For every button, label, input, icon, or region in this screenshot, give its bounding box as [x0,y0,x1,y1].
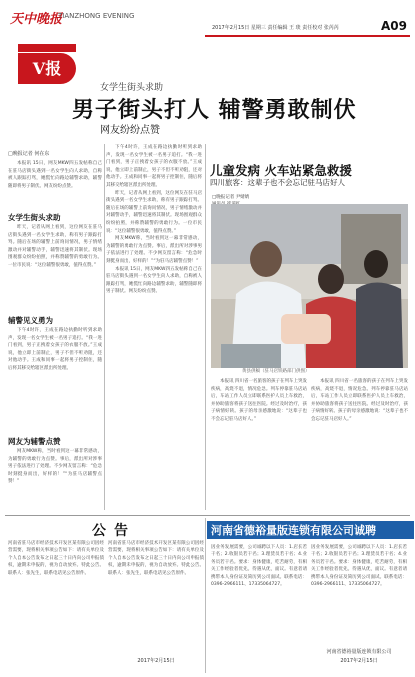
page-number: A09 [381,19,407,33]
right-subhead: 四川旅客：这辈子也不会忘记驻马店好人 [210,178,345,187]
recruit-date: 2017年2月15日 [340,658,378,664]
right-column-2: 本报讯 四川省一名旅客的孩子在列车上突发疾病，高烧不退，情况危急。列车停靠驻马店站后，车站工作人员立即联系医护人员上车救治，并协助旅客将孩子送往医院。经过及时治疗，孩子病情好转。孩子的母亲感激地说：“这辈子也不会忘记驻马店好人。” [311,379,408,422]
section-text-3: 网友MKW称，当时看到这一幕非常感动，为辅警的勇敢行为点赞。事后，派出所对涉事男子依法进行了处理。不少网友留言称：“危急时刻挺身而出，好样的！”“为驻马店辅警点赞！” [8,449,102,485]
main-lead: 本报讯 15日，网友MKW四五发帖称自己在驻马店街头遇到一名女学生向人求助，自称被人跟踪打骂，她慌忙向路边辅警求助，辅警随即将男子制伏。网友纷纷点赞。 [8,161,102,189]
notice-text-2: 河南省驻马店市经济技术开发区某有限公司因经营需要，现将相关事项公告如下：请有关单位及个人自本公告发布之日起三十日内向公司申报债权，逾期未申报的，视为自动放弃。特此公告。联系人：张先生，联系电话见公告原件。 [108,541,204,576]
section-title-1: 女学生街头求助 [8,213,61,222]
section-tab: V报 [18,53,76,84]
newspaper-logo: 天中晚报 [10,12,63,27]
right-byline-1: □晚报记者 尹婧婧 [212,195,250,200]
main-byline: □晚报记者 何在东 [8,151,50,157]
main-kicker: 女学生街头求助 [100,83,164,93]
news-photo-illustration [211,204,408,368]
news-photo [211,204,408,368]
section-tab-top [18,44,76,52]
issue-meta: 2017年2月15日 星期三 责任编辑 王 琰 责任校对 张芮芮 [212,25,339,31]
section-title-3: 网友为辅警点赞 [8,437,61,446]
notice-title: 公告 [92,523,136,539]
recruit-text-2: 因业务发展需要，公司诚聘以下人员：1.店长若干名；2.收银员若干名；3.理货员若干名；4.业务员若干名。要求：身体健康，吃苦耐劳，有相关工作经验者优先。待遇从优，面议。有意者请携带本人身份证及简历到公司面试。联系电话：0396-2966111、17335064727。 [311,545,407,588]
recruit-issuer: 河南省德裕量版连锁有限公司 [326,649,392,655]
recruit-title: 河南省德裕量版连锁有限公司诚聘 [211,524,376,537]
section-title-2: 辅警见义勇为 [8,316,53,325]
main-column-2: 下午4时许，王成在路边执勤时听到求助声，发现一名女学生被一名男子追打。“我一进门看到，男子正拽着女孩子的衣服不放。”王成说，他立即上前制止，男子不但不听劝阻，还对他动手。王成和同事一起将男子控制住，随后将其移交给辖区派出所处理。 昨天，记者从网上看到，这位网友在驻马店街头遇到一名女学生求助，称有男子跟踪打骂。随后在场的辅警上前询问情况，男子情绪激动并对辅警动手，辅警迅速将其制伏。现场围观群众纷纷拍照，并称赞辅警的勇敢行为。一位市民说：“这位辅警很勇敢，值得点赞。” 网友MKW称，当时看到这一幕非常感动，为辅警的勇敢行为点赞。事后，派出所对涉事男子依法进行了处理。不少网友留言称：“危急时刻挺身而出，好样的！”“为驻马店辅警点赞！” 本报讯 15日，网友MKW四五发帖称自己在驻马店街头遇到一名女学生向人求助，自称被人跟踪打骂，她慌忙向路边辅警求助，辅警随即将男子制伏。网友纷纷点赞。 [106,145,202,295]
main-subhead: 网友纷纷点赞 [100,125,160,136]
recruit-text-1: 因业务发展需要，公司诚聘以下人员：1.店长若干名；2.收银员若干名；3.理货员若干名；4.业务员若干名。要求：身体健康，吃苦耐劳，有相关工作经验者优先。待遇从优，面议。有意者请携带本人身份证及简历到公司面试。联系电话：0396-2966111、17335064727。 [211,545,307,588]
header-rule [205,35,410,37]
column-rule [104,144,105,510]
notice-text-1: 河南省驻马店市经济技术开发区某有限公司因经营需要，现将相关事项公告如下：请有关单位及个人自本公告发布之日起三十日内向公司申报债权，逾期未申报的，视为自动放弃。特此公告。联系人：张先生，联系电话见公告原件。 [8,541,104,576]
right-column-1: 本报讯 四川省一名旅客的孩子在列车上突发疾病，高烧不退，情况危急。列车停靠驻马店站后，车站工作人员立即联系医护人员上车救治，并协助旅客将孩子送往医院。经过及时治疗，孩子病情好转。孩子的母亲感激地说：“这辈子也不会忘记驻马店好人。” [211,379,307,422]
ads-divider [205,518,206,673]
newspaper-logo-sub: TIANZHONG EVENING [58,12,135,20]
section-text-1: 昨天，记者从网上看到，这位网友在驻马店街头遇到一名女学生求助，称有男子跟踪打骂。随后在场的辅警上前询问情况，男子情绪激动并对辅警动手，辅警迅速将其制伏。现场围观群众纷纷拍照，并称赞辅警的勇敢行为。一位市民说：“这位辅警很勇敢，值得点赞。” [8,225,102,268]
ads-rule [5,515,410,516]
main-headline: 男子街头打人 辅警勇敢制伏 [72,98,357,123]
column-rule [205,144,206,510]
photo-caption: 黄县供稿（驻马店铁路部门供图） [242,369,310,374]
section-text-2: 下午4时许，王成在路边执勤时听到求助声，发现一名女学生被一名男子追打。“我一进门看到，男子正拽着女孩子的衣服不放。”王成说，他立即上前制止，男子不但不听劝阻，还对他动手。王成和同事一起将男子控制住，随后将其移交给辖区派出所处理。 [8,328,102,371]
page-header [0,0,415,92]
right-headline: 儿童发病 火车站紧急救援 [210,163,352,178]
notice-date: 2017年2月15日 [137,658,175,664]
